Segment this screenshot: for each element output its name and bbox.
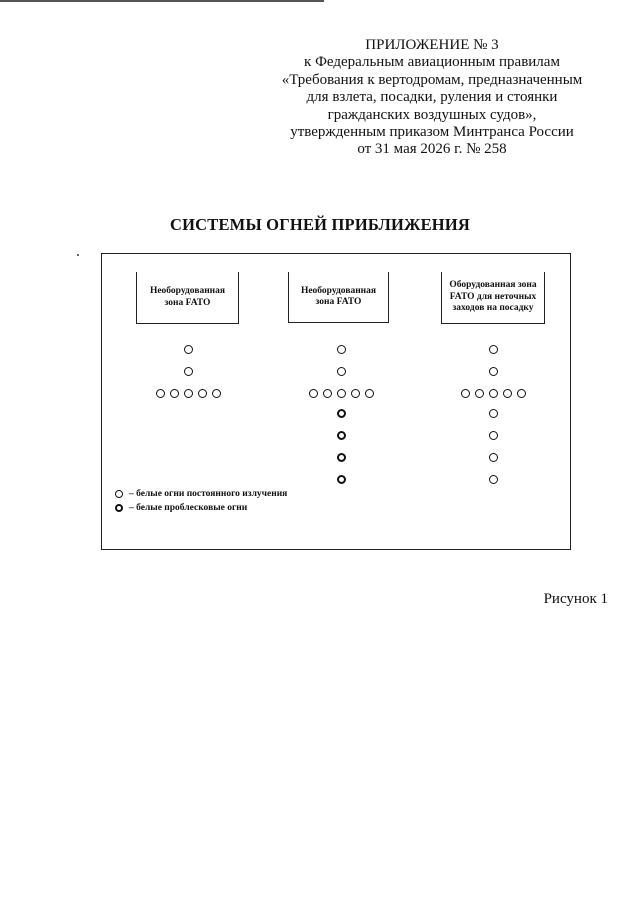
column-label-line: заходов на посадку [452,303,534,314]
figure-caption: Рисунок 1 [543,591,608,607]
appendix-header [252,37,612,159]
steady-light-icon [475,389,484,398]
column-label-line: зона FATO [164,297,211,308]
page-title: СИСТЕМЫ ОГНЕЙ ПРИБЛИЖЕНИЯ [170,215,470,234]
column-label-line: зона FATO [315,297,362,307]
legend-item-steady [115,489,287,499]
header-line: гражданских воздушных судов», [327,106,537,123]
header-line: для взлета, посадки, руления и стоянки [306,89,558,106]
steady-light-icon [489,409,498,418]
scan-top-edge [0,0,324,2]
legend-text: – белые проблесковые огни [129,503,248,513]
column-label-box-2 [288,272,389,323]
header-line: ПРИЛОЖЕНИЕ № 3 [365,37,499,53]
column-label-line: Необорудованная [300,285,377,296]
legend-item-flashing [115,503,247,513]
steady-light-icon [489,367,498,376]
steady-light-icon [461,389,470,398]
column-label-box-3 [441,272,545,324]
steady-light-icon [489,453,498,462]
steady-light-icon [337,345,346,354]
steady-light-icon [184,367,193,376]
header-line: утвержденным приказом Минтранса России [290,124,574,141]
steady-light-icon [489,345,498,354]
steady-light-icon [198,389,207,398]
steady-light-icon [323,389,332,398]
steady-light-icon [489,389,498,398]
column-label-line: Необорудованная [149,286,226,296]
steady-light-icon [489,431,498,440]
steady-light-icon [517,389,526,398]
column-label-box-1 [136,272,239,324]
steady-light-icon [351,389,360,398]
steady-light-icon [337,389,346,398]
header-line: «Требования к вертодромам, предназначенным [281,71,583,88]
scan-speck [77,254,79,256]
flashing-light-icon [337,431,346,440]
steady-light-icon [309,389,318,398]
steady-light-symbol-icon [115,490,123,498]
flashing-light-symbol-icon [115,504,123,512]
header-line: от 31 мая 2026 г. № 258 [357,141,507,158]
column-label-line: FATO для неточных [449,291,537,302]
flashing-light-icon [337,475,346,484]
steady-light-icon [156,389,165,398]
column-label-line: Оборудованная зона [449,280,537,291]
steady-light-icon [212,389,221,398]
steady-light-icon [337,367,346,376]
flashing-light-icon [337,453,346,462]
steady-light-icon [184,389,193,398]
steady-light-icon [503,389,512,398]
steady-light-icon [489,475,498,484]
legend-text: – белые огни постоянного излучения [129,489,288,499]
steady-light-icon [170,389,179,398]
steady-light-icon [184,345,193,354]
flashing-light-icon [337,409,346,418]
steady-light-icon [365,389,374,398]
header-line: к Федеральным авиационным правилам [304,54,560,71]
